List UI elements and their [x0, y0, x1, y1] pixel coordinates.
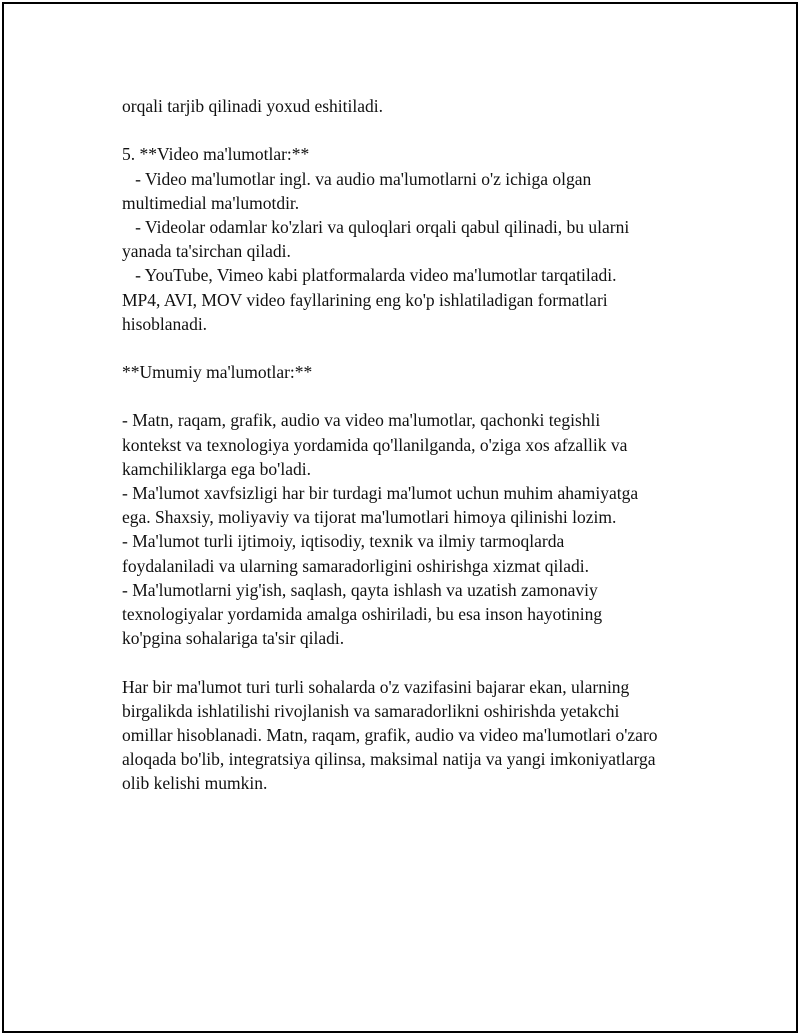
text-line: - Video ma'lumotlar ingl. va audio ma'lumotlarni o'z ichiga olgan	[122, 168, 592, 189]
text-line: - YouTube, Vimeo kabi platformalarda video ma'lumotlar tarqatiladi.	[122, 265, 617, 286]
text-line: - Ma'lumot turli ijtimoiy, iqtisodiy, texnik va ilmiy tarmoqlarda	[122, 531, 565, 552]
text-line: ko'pgina sohalariga ta'sir qiladi.	[122, 628, 345, 649]
text-line: foydalaniladi va ularning samaradorligini oshirishga xizmat qiladi.	[122, 555, 590, 576]
blank-line	[122, 650, 712, 674]
blank-line	[122, 118, 712, 142]
blank-line	[122, 384, 712, 408]
text-line: hisoblanadi.	[122, 313, 208, 334]
text-line: - Matn, raqam, grafik, audio va video ma'lumotlar, qachonki tegishli	[122, 410, 601, 431]
text-line: ega. Shaxsiy, moliyaviy va tijorat ma'lumotlari himoya qilinishi lozim.	[122, 507, 617, 528]
text-line: kamchiliklarga ega bo'ladi.	[122, 458, 311, 479]
text-line: - Ma'lumot xavfsizligi har bir turdagi ma'lumot uchun muhim ahamiyatga	[122, 483, 639, 503]
text-line: - Ma'lumotlarni yig'ish, saqlash, qayta ishlash va uzatish zamonaviy	[122, 579, 598, 600]
text-line: MP4, AVI, MOV video fayllarining eng ko'p ishlatiladigan formatlari	[122, 289, 608, 310]
blank-line	[122, 336, 712, 360]
text-line: aloqada bo'lib, integratsiya qilinsa, maksimal natija va yangi imkoniyatlarga	[122, 749, 656, 770]
text-line: yanada ta'sirchan qiladi.	[122, 241, 291, 262]
section-heading-general: **Umumiy ma'lumotlar:**	[122, 362, 313, 383]
page-frame	[2, 2, 798, 1033]
text-line: orqali tarjib qilinadi yoxud eshitiladi.	[122, 96, 383, 116]
text-line: multimedial ma'lumotdir.	[122, 192, 300, 213]
text-line: texnologiyalar yordamida amalga oshiriladi, bu esa inson hayotining	[122, 603, 603, 624]
text-line: - Videolar odamlar ko'zlari va quloqlari orqali qabul qilinadi, bu ularni	[122, 216, 630, 237]
text-line: omillar hisoblanadi. Matn, raqam, grafik, audio va video ma'lumotlari o'zaro	[122, 724, 658, 745]
text-line: olib kelishi mumkin.	[122, 773, 268, 794]
text-line: Har bir ma'lumot turi turli sohalarda o'z vazifasini bajarar ekan, ularning	[122, 676, 630, 697]
text-line: birgalikda ishlatilishi rivojlanish va samaradorlikni oshirishda yetakchi	[122, 700, 620, 721]
section-heading-video: 5. **Video ma'lumotlar:**	[122, 144, 310, 165]
document-text	[122, 94, 712, 795]
text-line: kontekst va texnologiya yordamida qo'llanilganda, o'ziga xos afzallik va	[122, 434, 628, 455]
